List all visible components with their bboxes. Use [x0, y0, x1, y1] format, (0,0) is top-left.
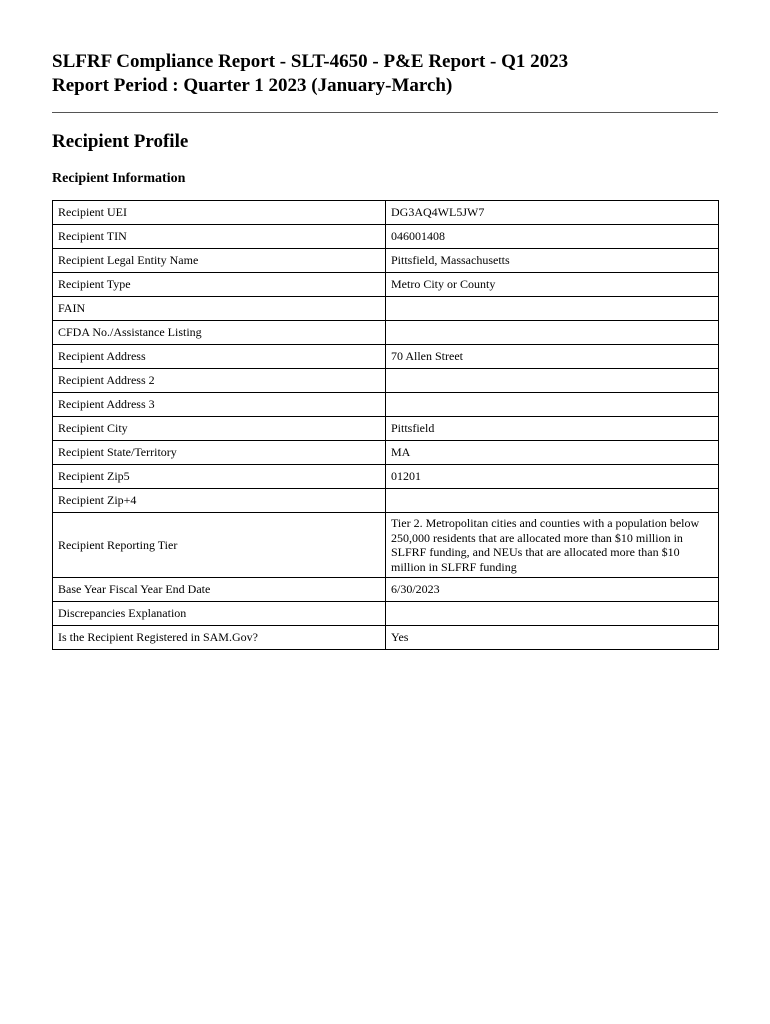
row-label: Recipient State/Territory	[53, 441, 386, 465]
row-value: Tier 2. Metropolitan cities and counties with a population below 250,000 residents that are allocated more than $10 million in SLFRF funding, and NEUs that are allocated more than $10 million in SLFRF funding	[386, 513, 719, 578]
row-value: 046001408	[386, 225, 719, 249]
table-row	[53, 465, 719, 489]
row-label: Discrepancies Explanation	[53, 602, 386, 626]
table-row	[53, 393, 719, 417]
row-value: MA	[386, 441, 719, 465]
row-label: Recipient Zip+4	[53, 489, 386, 513]
row-label: Recipient Address 3	[53, 393, 386, 417]
row-value	[386, 602, 719, 626]
table-row	[53, 417, 719, 441]
table-row	[53, 578, 719, 602]
row-label: Recipient UEI	[53, 201, 386, 225]
row-value: 70 Allen Street	[386, 345, 719, 369]
row-value: 01201	[386, 465, 719, 489]
section-title: Recipient Profile	[52, 131, 189, 152]
table-row	[53, 369, 719, 393]
row-label: Recipient City	[53, 417, 386, 441]
report-page	[52, 50, 718, 650]
table-row	[53, 602, 719, 626]
row-value	[386, 393, 719, 417]
table-row	[53, 489, 719, 513]
table-row	[53, 273, 719, 297]
row-label: Is the Recipient Registered in SAM.Gov?	[53, 626, 386, 650]
table-row	[53, 321, 719, 345]
row-value: 6/30/2023	[386, 578, 719, 602]
header-divider	[52, 112, 718, 113]
row-label: Recipient Address 2	[53, 369, 386, 393]
table-row	[53, 201, 719, 225]
subsection-title: Recipient Information	[52, 171, 186, 186]
table-row	[53, 441, 719, 465]
report-period: Report Period : Quarter 1 2023 (January-March)	[52, 75, 453, 96]
table-row	[53, 297, 719, 321]
row-value	[386, 489, 719, 513]
table-row	[53, 249, 719, 273]
row-label: Recipient Type	[53, 273, 386, 297]
row-label: Recipient Zip5	[53, 465, 386, 489]
row-label: Recipient Legal Entity Name	[53, 249, 386, 273]
row-label: CFDA No./Assistance Listing	[53, 321, 386, 345]
row-value: DG3AQ4WL5JW7	[386, 201, 719, 225]
table-row	[53, 345, 719, 369]
row-value	[386, 297, 719, 321]
row-value: Pittsfield	[386, 417, 719, 441]
row-value	[386, 321, 719, 345]
row-value: Metro City or County	[386, 273, 719, 297]
report-title: SLFRF Compliance Report - SLT-4650 - P&E Report - Q1 2023	[52, 51, 569, 72]
table-row	[53, 626, 719, 650]
table-row	[53, 513, 719, 578]
recipient-info-table	[52, 200, 719, 650]
row-label: Base Year Fiscal Year End Date	[53, 578, 386, 602]
row-value	[386, 369, 719, 393]
row-value: Pittsfield, Massachusetts	[386, 249, 719, 273]
row-label: Recipient Reporting Tier	[53, 513, 386, 578]
table-row	[53, 225, 719, 249]
row-label: Recipient Address	[53, 345, 386, 369]
row-label: Recipient TIN	[53, 225, 386, 249]
row-label: FAIN	[53, 297, 386, 321]
row-value: Yes	[386, 626, 719, 650]
